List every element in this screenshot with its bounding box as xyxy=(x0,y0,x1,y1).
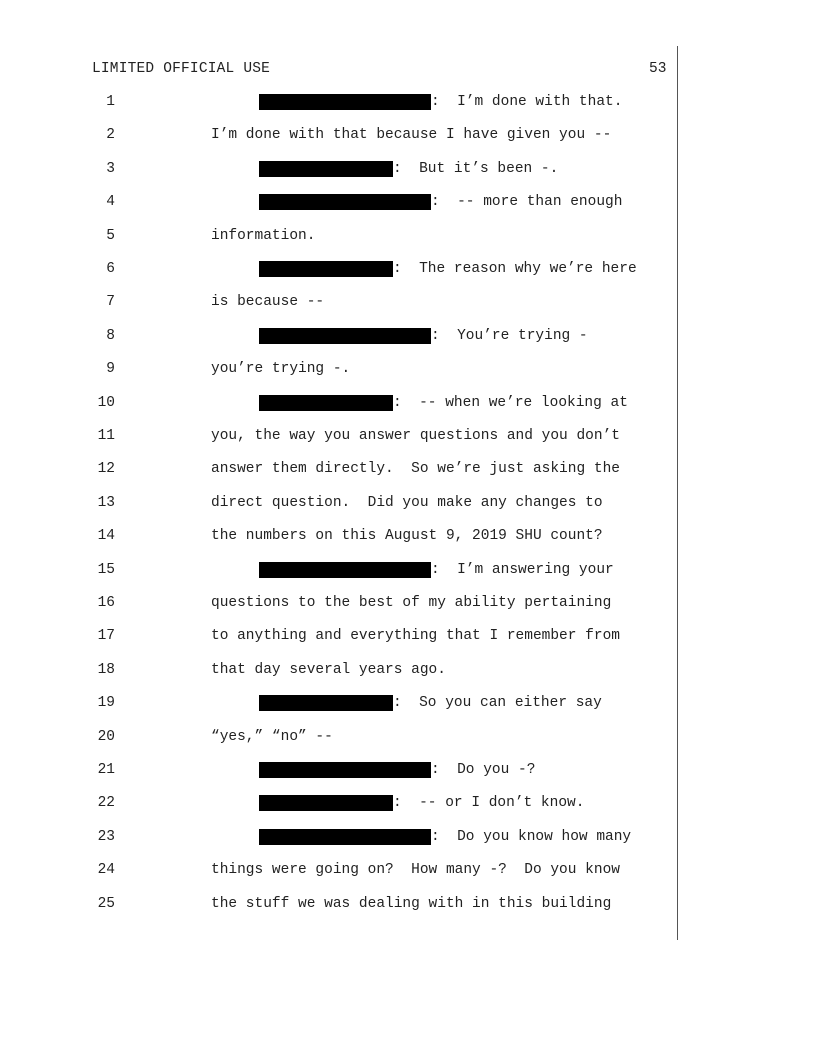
line-number: 4 xyxy=(106,194,115,211)
redacted-speaker-name xyxy=(259,395,393,411)
line-number: 8 xyxy=(106,327,115,344)
line-number: 15 xyxy=(97,561,115,578)
redacted-speaker-name xyxy=(259,795,393,811)
speaker-line xyxy=(259,94,622,110)
speaker-line xyxy=(259,762,535,778)
line-number: 2 xyxy=(106,127,115,144)
line-text: direct question. Did you make any changes to xyxy=(211,494,603,511)
transcript-line xyxy=(0,595,816,615)
speaker-line xyxy=(259,562,614,578)
speaker-line xyxy=(259,829,631,845)
transcript-line xyxy=(0,495,816,515)
redacted-speaker-name xyxy=(259,328,431,344)
line-number: 22 xyxy=(97,795,115,812)
transcript-line xyxy=(0,528,816,548)
speaker-line xyxy=(259,261,637,277)
line-number: 21 xyxy=(97,762,115,778)
line-number: 18 xyxy=(97,661,115,678)
transcript-line xyxy=(0,228,816,248)
redacted-speaker-name xyxy=(259,695,393,711)
redacted-speaker-name xyxy=(259,194,431,210)
line-text: that day several years ago. xyxy=(211,661,446,678)
line-number: 1 xyxy=(106,94,115,110)
speech-text: : I’m done with that. xyxy=(431,94,623,110)
line-number: 20 xyxy=(97,728,115,745)
transcript-line xyxy=(0,161,816,181)
speaker-line xyxy=(259,328,588,344)
speech-text: : -- or I don’t know. xyxy=(393,795,585,812)
line-number: 5 xyxy=(106,227,115,244)
transcript-line xyxy=(0,94,816,114)
transcript-line xyxy=(0,695,816,715)
transcript-line xyxy=(0,461,816,481)
transcript-line xyxy=(0,628,816,648)
classification-header: LIMITED OFFICIAL USE xyxy=(92,61,271,77)
line-text: questions to the best of my ability pertaining xyxy=(211,595,612,611)
speech-text: : -- more than enough xyxy=(431,194,623,211)
line-text: information. xyxy=(211,227,316,244)
line-number: 13 xyxy=(97,494,115,511)
transcript-line xyxy=(0,428,816,448)
line-number: 11 xyxy=(97,428,115,444)
speech-text: : -- when we’re looking at xyxy=(393,394,628,411)
speech-text: : Do you know how many xyxy=(431,828,632,845)
transcript-line xyxy=(0,896,816,916)
page-number: 53 xyxy=(649,61,667,77)
line-number: 17 xyxy=(97,628,115,645)
line-number: 9 xyxy=(106,361,115,378)
speech-text: : Do you -? xyxy=(431,762,536,778)
transcript-line xyxy=(0,562,816,582)
line-number: 16 xyxy=(97,595,115,611)
redacted-speaker-name xyxy=(259,261,393,277)
transcript-line xyxy=(0,762,816,782)
line-text: is because -- xyxy=(211,294,325,311)
line-text: answer them directly. So we’re just asking the xyxy=(211,461,620,478)
line-text: the stuff we was dealing with in this building xyxy=(211,895,612,912)
speech-text: : The reason why we’re here xyxy=(393,261,637,277)
transcript-line xyxy=(0,294,816,314)
redacted-speaker-name xyxy=(259,829,431,845)
line-text: to anything and everything that I remember from xyxy=(211,628,620,645)
speaker-line xyxy=(259,695,602,711)
speech-text: : I’m answering your xyxy=(431,561,614,578)
redacted-speaker-name xyxy=(259,161,393,177)
line-text: the numbers on this August 9, 2019 SHU count? xyxy=(211,528,603,545)
redacted-speaker-name xyxy=(259,762,431,778)
line-number: 14 xyxy=(97,528,115,545)
line-text: things were going on? How many -? Do you know xyxy=(211,862,620,879)
speaker-line xyxy=(259,395,628,411)
line-number: 10 xyxy=(97,394,115,411)
transcript-line xyxy=(0,261,816,281)
line-number: 19 xyxy=(97,695,115,712)
line-number: 12 xyxy=(97,461,115,478)
line-text: you’re trying -. xyxy=(211,361,351,378)
transcript-line xyxy=(0,795,816,815)
line-text: you, the way you answer questions and you don’t xyxy=(211,428,620,444)
line-number: 6 xyxy=(106,261,115,277)
line-text: I’m done with that because I have given you -- xyxy=(211,127,612,144)
transcript-line xyxy=(0,862,816,882)
transcript-line xyxy=(0,328,816,348)
line-number: 23 xyxy=(97,828,115,845)
speech-text: : So you can either say xyxy=(393,695,602,712)
transcript-line xyxy=(0,829,816,849)
transcript-line xyxy=(0,729,816,749)
transcript-line xyxy=(0,194,816,214)
transcript-line xyxy=(0,361,816,381)
speaker-line xyxy=(259,795,584,811)
transcript-line xyxy=(0,127,816,147)
redacted-speaker-name xyxy=(259,94,431,110)
speaker-line xyxy=(259,161,558,177)
transcript-line xyxy=(0,662,816,682)
line-text: “yes,” “no” -- xyxy=(211,728,333,745)
redacted-speaker-name xyxy=(259,562,431,578)
speaker-line xyxy=(259,194,622,210)
line-number: 25 xyxy=(97,895,115,912)
line-number: 3 xyxy=(106,160,115,177)
speech-text: : But it’s been -. xyxy=(393,160,559,177)
speech-text: : You’re trying - xyxy=(431,327,588,344)
line-number: 24 xyxy=(97,862,115,879)
transcript-line xyxy=(0,395,816,415)
line-number: 7 xyxy=(106,294,115,311)
